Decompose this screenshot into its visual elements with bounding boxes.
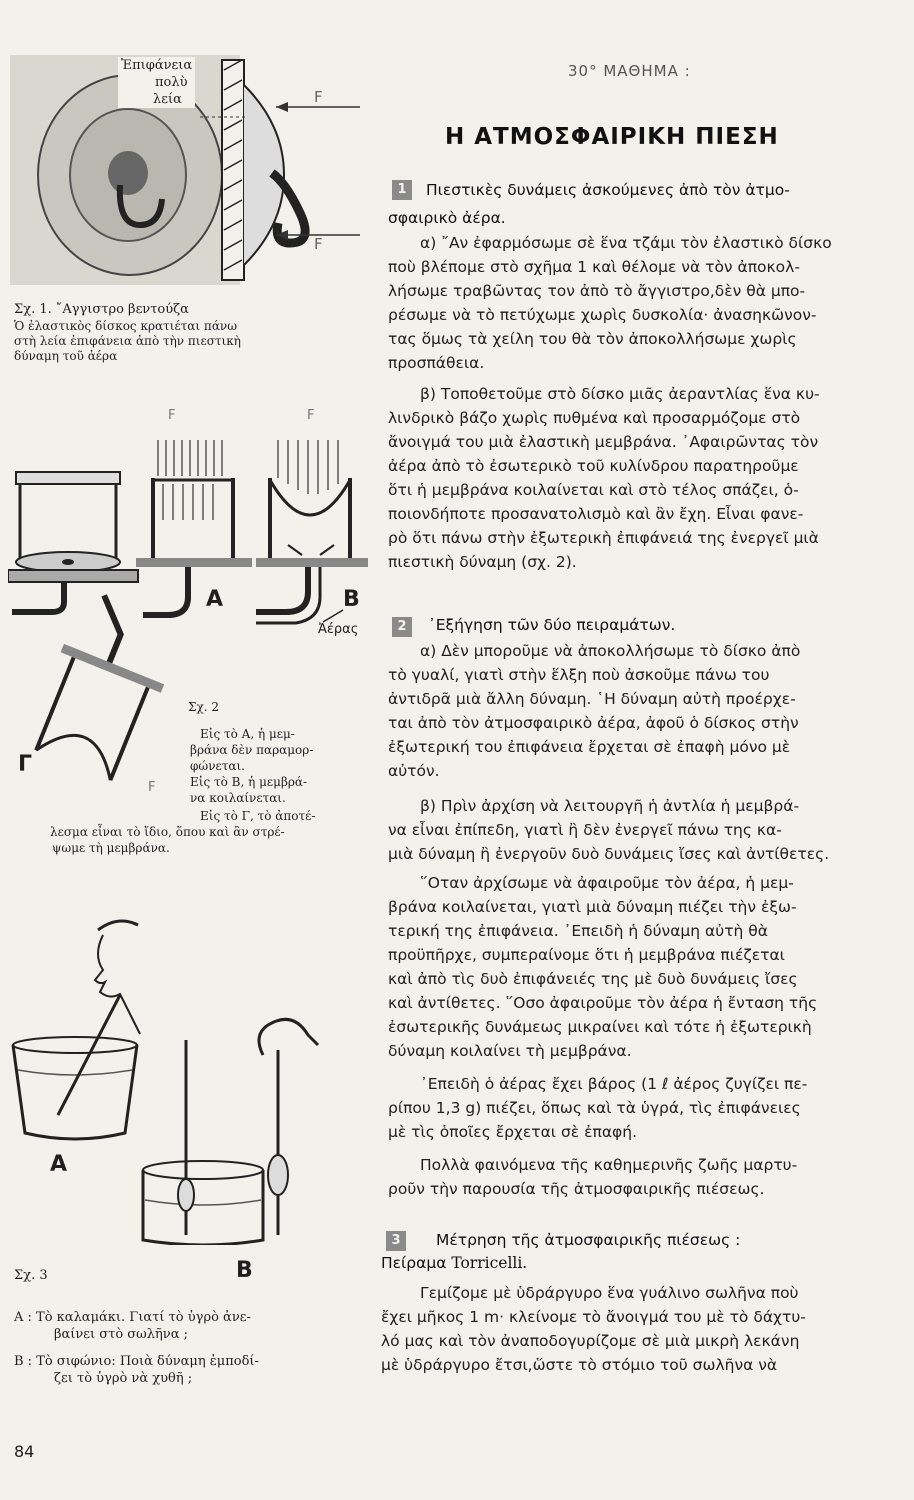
section2-line: να εἶναι ἐπίπεδη, γιατὶ ἢ δὲν ἐνεργεῖ πάνω της κα- xyxy=(388,821,782,839)
section2-line: Πολλὰ φαινόμενα τῆς καθημερινῆς ζωῆς μαρτυ- xyxy=(420,1156,798,1174)
section-number-2: 2 xyxy=(392,617,412,637)
fig2-caption-line: λεσμα εἶναι τὸ ἴδιο, ὅπου καὶ ἂν στρέ- xyxy=(50,825,285,839)
disk-knob xyxy=(108,151,148,195)
section2-line: προϋπῆρχε, συμπεραίνομε ὅτι ἡ μεμβράνα πιέζεται xyxy=(388,946,785,964)
figure-3-straw-pipette xyxy=(8,905,358,1245)
section1-line: ποιονδήποτε προσανατολισμὸ καὶ ἂν ἔχη. Εἶναι φανε- xyxy=(388,505,804,523)
section2-heading: ᾿Εξήγηση τῶν δύο πειραμάτων. xyxy=(428,616,676,634)
section2-line: ἐξωτερική του ἐπιφάνεια ἔρχεται σὲ ἐπαφὴ μόνο μὲ xyxy=(388,738,791,756)
section3-subheading xyxy=(381,1253,891,1273)
section2-line: καὶ ἀντίθετες. ῞Οσο ἀφαιροῦμε τὸν ἀέρα ἡ ἔνταση τῆς xyxy=(388,994,818,1012)
fig3-question-b-line: ζει τὸ ὑγρὸ νὰ χυθῆ ; xyxy=(54,1371,193,1386)
section2-line: ἐσωτερικῆς δυνάμεως μικραίνει καὶ τότε ἡ ἐξωτερικὴ xyxy=(388,1018,812,1036)
fig3-question-a-line: βαίνει στὸ σωλῆνα ; xyxy=(54,1327,188,1342)
section2-line: ἀντιδρᾶ μιὰ ἄλλη δύναμη. ῾Η δύναμη αὐτὴ προέρχε- xyxy=(388,690,796,708)
fig2-caption-line: Εἰς τὸ Β, ἡ μεμβρά- xyxy=(190,775,308,789)
fig1-caption-line: στὴ λεία ἐπιφάνεια ἀπὸ τὴν πιεστικὴ xyxy=(14,334,241,348)
surface-label-line: λεία xyxy=(153,92,182,107)
section-number-3: 3 xyxy=(386,1231,406,1251)
section1-line: ρέσωμε νὰ τὸ πετύχωμε χωρὶς δυσκολία· ἀνασηκῶνον- xyxy=(388,306,817,324)
label-a: Α xyxy=(206,587,224,612)
page-number: 84 xyxy=(14,1442,35,1461)
label-b: Β xyxy=(343,587,360,612)
section1-line: β) Τοποθετοῦμε στὸ δίσκο μιᾶς ἀεραντλίας ἕνα κυ- xyxy=(420,385,820,403)
label-g: Γ xyxy=(18,752,33,777)
section1-line: λήσωμε τραβῶντας τον ἀπὸ τὸ ἄγγιστρο,δὲν θὰ μπο- xyxy=(388,282,806,300)
fig2-caption-line: ψωμε τὴ μεμβράνα. xyxy=(52,841,170,855)
section2-line: τὸ γυαλί, γιατὶ στὴν ἕλξη ποὺ ἀσκοῦμε πάνω του xyxy=(388,666,770,684)
section1-line: λινδρικὸ βάζο χωρὶς πυθμένα καὶ προσαρμόζομε στὸ xyxy=(388,409,801,427)
surface-label-line: πολὺ xyxy=(155,75,188,90)
section1-line: α) ῎Αν ἐφαρμόσωμε σὲ ἕνα τζάμι τὸν ἐλαστικὸ δίσκο xyxy=(420,234,832,252)
section-number-1: 1 xyxy=(392,180,412,200)
force-label: F xyxy=(314,235,323,253)
section3-line: μὲ ὑδράργυρο ἔτσι,ὥστε τὸ στόμιο τοῦ σωλῆνα νὰ xyxy=(381,1356,778,1374)
section2-line: καὶ ἀπὸ τὶς δυὸ ἐπιφάνειές της μὲ δυὸ δυνάμεις ἴσες xyxy=(388,970,798,988)
force-label: F xyxy=(314,88,323,106)
section1-line: ὅτι ἡ μεμβράνα κοιλαίνεται καὶ στὸ τέλος σπάζει, ὁ- xyxy=(388,481,799,499)
section3-line: λό μας καὶ τὸν ἀναποδογυρίζομε σὲ μιὰ μικρὴ λεκάνη xyxy=(381,1332,800,1350)
label-b: Β xyxy=(236,1258,253,1283)
section2-line: τερική της ἐπιφάνεια. ᾿Επειδὴ ἡ δύναμη αὐτὴ θὰ xyxy=(388,922,768,940)
section2-line: ροῦν τὴν παρουσία τῆς ἀτμοσφαιρικῆς πιέσεως. xyxy=(388,1180,765,1198)
section3-line: Γεμίζομε μὲ ὑδράργυρο ἕνα γυάλινο σωλῆνα ποὺ xyxy=(420,1284,799,1302)
face-profile xyxy=(95,935,140,1034)
fig1-caption-line: δύναμη τοῦ ἀέρα xyxy=(14,349,118,363)
fig2-caption-line: να κοιλαίνεται. xyxy=(190,791,286,805)
fig3-question-b-line: Β : Τὸ σιφώνιο: Ποιὰ δύναμη ἐμποδί- xyxy=(14,1354,259,1369)
fig2-caption-title: Σχ. 2 xyxy=(188,700,220,714)
force-label: F xyxy=(148,780,156,795)
torricelli-label: Torricelli. xyxy=(451,1254,528,1272)
glass-a xyxy=(13,995,137,1139)
section2-line: ῞Οταν ἀρχίσωμε νὰ ἀφαιροῦμε τὸν ἀέρα, ἡ μεμ- xyxy=(420,874,794,892)
section1-heading-line1: Πιεστικὲς δυνάμεις ἀσκούμενες ἀπὸ τὸν ἀτμο- xyxy=(426,181,790,199)
section1-line: πιεστικὴ δύναμη (σχ. 2). xyxy=(388,553,577,571)
lesson-label: 30° ΜΑΘΗΜΑ : xyxy=(568,62,691,80)
force-label: F xyxy=(168,408,176,423)
label-a: Α xyxy=(50,1152,68,1177)
fig1-caption-line: Ὁ ἐλαστικὸς δίσκος κρατιέται πάνω xyxy=(14,319,238,333)
fig3-question-a-line: Α : Τὸ καλαμάκι. Γιατί τὸ ὑγρὸ ἀνε- xyxy=(14,1310,251,1325)
section2-line: ᾿Επειδὴ ὁ ἀέρας ἔχει βάρος (1 ℓ ἀέρος ζυγίζει πε- xyxy=(420,1075,808,1093)
section1-line: προσπάθεια. xyxy=(388,354,485,372)
section3-line: ἔχει μῆκος 1 m· κλείνομε τὸ ἄνοιγμά του μὲ τὸ δάχτυ- xyxy=(381,1308,806,1326)
section1-line: ἄνοιγμά του μιὰ ἐλαστικὴ μεμβράνα. ᾿Αφαιρῶντας τὸν xyxy=(388,433,819,451)
straw xyxy=(58,995,120,1115)
fig2-caption-line: βράνα δὲν παραμορ- xyxy=(190,743,314,757)
beaker-b xyxy=(143,1040,263,1245)
section1-line: ποὺ βλέπομε στὸ σχῆμα 1 καὶ θέλομε νὰ τὸν ἀποκολ- xyxy=(388,258,800,276)
section2-line: μὲ τὶς ὁποῖες ἔρχεται σὲ ἐπαφή. xyxy=(388,1123,638,1141)
section3-heading: Μέτρηση τῆς ἀτμοσφαιρικῆς πιέσεως : xyxy=(436,1231,741,1249)
fig2-caption-line: Εἰς τὸ Α, ἡ μεμ- xyxy=(200,727,295,741)
fig2-caption-line: φώνεται. xyxy=(190,759,245,773)
section1-heading-line2: σφαιρικὸ ἀέρα. xyxy=(388,209,506,227)
force-label: F xyxy=(307,408,315,423)
fig2-caption-line: Εἰς τὸ Γ, τὸ ἀποτέ- xyxy=(200,809,316,823)
section2-line: δύναμη κοιλαίνει τὴ μεμβράνα. xyxy=(388,1042,632,1060)
surface-label-line: Ἐπιφάνεια xyxy=(121,58,193,73)
section2-line: βράνα κοιλαίνεται, γιατὶ μιὰ δύναμη πιέζει τὴν ἐξω- xyxy=(388,898,797,916)
section2-line: α) Δὲν μποροῦμε νὰ ἀποκολλήσωμε τὸ δίσκο ἀπὸ xyxy=(420,642,801,660)
section2-line: αὐτόν. xyxy=(388,762,440,780)
section1-line: τας ὅμως τὰ χείλη του θὰ τὸν ἀποκολλήσωμε χωρὶς xyxy=(388,330,797,348)
experiment-label: Πείραμα xyxy=(381,1254,452,1272)
fig1-caption-title: Σχ. 1. ῎Αγγιστρο βεντούζα xyxy=(14,302,189,317)
section1-line: ἀέρα ἀπὸ τὸ ἐσωτερικὸ τοῦ κυλίνδρου παρατηροῦμε xyxy=(388,457,799,475)
section2-line: β) Πρὶν ἀρχίση νὰ λειτουργῆ ἡ ἀντλία ἡ μεμβρά- xyxy=(420,797,800,815)
air-label: Ἀέρας xyxy=(318,622,359,637)
cylinder-a xyxy=(136,440,252,615)
section1-line: ρὸ ὅτι πάνω στὴν ἐξωτερικὴ ἐπιφάνειά της ἐνεργεῖ μιὰ xyxy=(388,529,819,547)
section2-line: μιὰ δύναμη ἢ ἐνεργοῦν δυὸ δυνάμεις ἴσες καὶ ἀντίθετες. xyxy=(388,845,830,863)
fig3-caption-title: Σχ. 3 xyxy=(14,1268,48,1283)
section2-line: ρίπου 1,3 g) πιέζει, ὅπως καὶ τὰ ὑγρά, τὶς ἐπιφάνειες xyxy=(388,1099,801,1117)
page-title: Η ΑΤΜΟΣΦΑΙΡΙΚΗ ΠΙΕΣΗ xyxy=(445,124,779,150)
hand-pipette xyxy=(259,1019,318,1235)
jar-on-pump xyxy=(8,472,138,612)
section2-line: ται ἀπὸ τὸν ἀτμοσφαιρικὸ ἀέρα, ἀφοῦ ὁ δίσκος στὴν xyxy=(388,714,799,732)
air-arrow xyxy=(323,610,343,622)
surface-label xyxy=(118,57,195,108)
